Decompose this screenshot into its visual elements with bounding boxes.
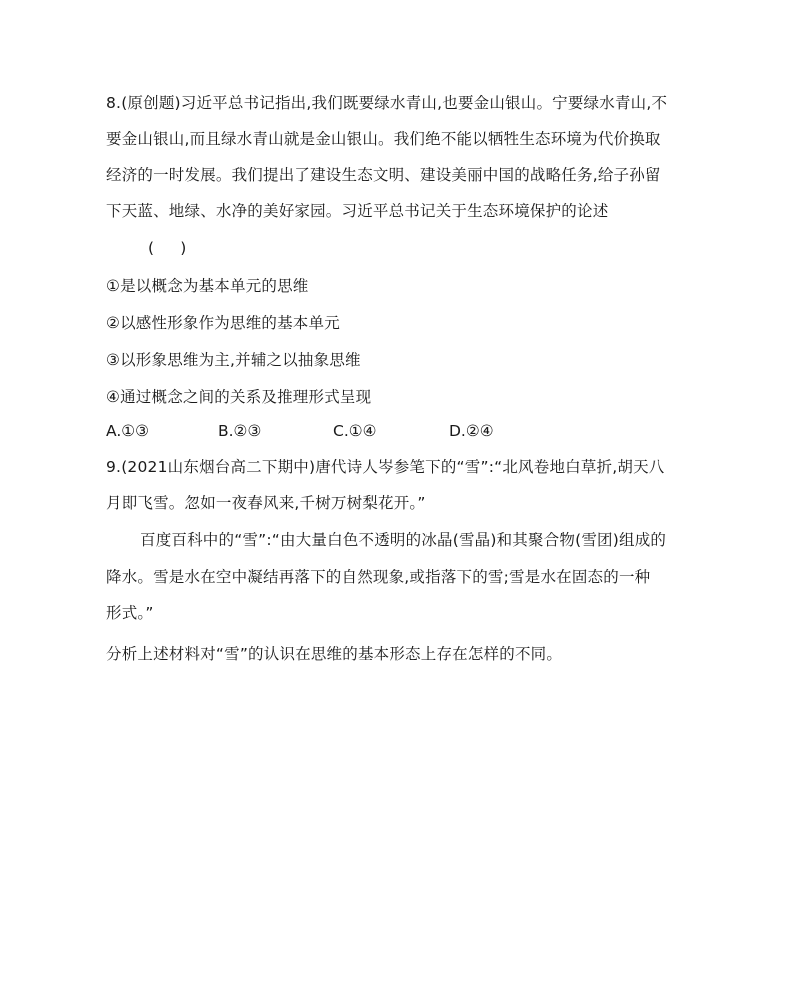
- blank-close-paren: ): [180, 239, 187, 257]
- q9-paragraph2-line-3: 形式。”: [106, 604, 154, 622]
- q9-question: 分析上述材料对“雪”的认识在思维的基本形态上存在怎样的不同。: [106, 645, 563, 663]
- q8-statement-3: ③以形象思维为主,并辅之以抽象思维: [106, 351, 361, 369]
- option-d: D.②④: [449, 422, 494, 440]
- option-c: C.①④: [333, 422, 377, 440]
- q8-line-1: 8.(原创题)习近平总书记指出,我们既要绿水青山,也要金山银山。宁要绿水青山,不: [106, 94, 668, 112]
- q9-paragraph2-line-1: 百度百科中的“雪”:“由大量白色不透明的冰晶(雪晶)和其聚合物(雪团)组成的: [140, 531, 667, 549]
- q9-line-1: 9.(2021山东烟台高二下期中)唐代诗人岑参笔下的“雪”:“北风卷地白草折,胡天八: [106, 458, 665, 476]
- q8-statement-2: ②以感性形象作为思维的基本单元: [106, 314, 340, 332]
- option-b: B.②③: [218, 422, 262, 440]
- blank-open-paren: (: [148, 239, 155, 257]
- answer-blank: [148, 238, 187, 258]
- q8-statement-1: ①是以概念为基本单元的思维: [106, 277, 309, 295]
- q8-line-2: 要金山银山,而且绿水青山就是金山银山。我们绝不能以牺牲生态环境为代价换取: [106, 130, 661, 148]
- q8-options: [106, 421, 526, 441]
- q8-statement-4: ④通过概念之间的关系及推理形式呈现: [106, 388, 372, 406]
- q9-paragraph2-line-2: 降水。雪是水在空中凝结再落下的自然现象,或指落下的雪;雪是水在固态的一种: [106, 568, 651, 586]
- q8-line-3: 经济的一时发展。我们提出了建设生态文明、建设美丽中国的战略任务,给子孙留: [106, 166, 661, 184]
- option-a: A.①③: [106, 422, 150, 440]
- q9-line-2: 月即飞雪。忽如一夜春风来,千树万树梨花开。”: [106, 494, 426, 512]
- q8-line-4: 下天蓝、地绿、水净的美好家园。习近平总书记关于生态环境保护的论述: [106, 202, 609, 220]
